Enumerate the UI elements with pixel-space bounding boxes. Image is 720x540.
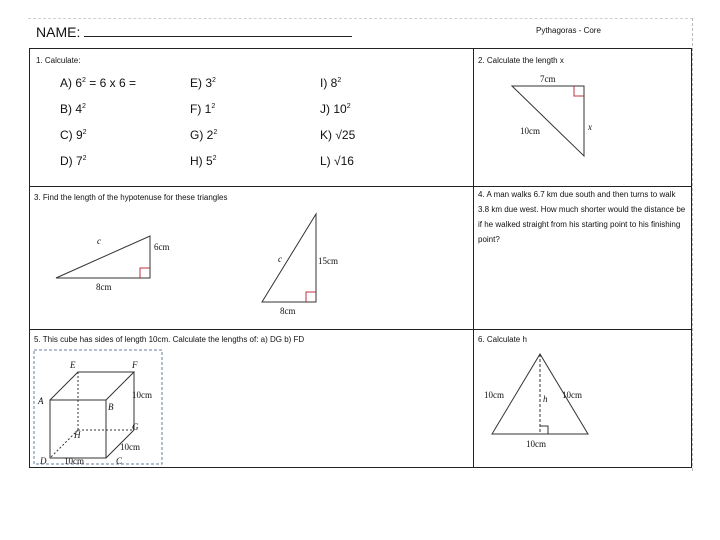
q2-side-label: x	[588, 122, 592, 132]
q3-t1-side-label: 6cm	[154, 242, 170, 252]
q3-t2-right-angle	[306, 292, 316, 302]
q5-dim-right: 10cm	[132, 390, 152, 400]
q1-item-base: I) 8	[320, 76, 338, 90]
q5-vertex-b: B	[108, 402, 114, 412]
q1-item-exponent: 2	[212, 155, 217, 162]
row-divider-2	[30, 329, 691, 330]
q6-triangle-diagram	[480, 350, 600, 450]
q2-triangle-diagram	[508, 76, 608, 156]
topic-title: Pythagoras - Core	[536, 26, 601, 35]
q2-triangle	[512, 86, 584, 156]
q1-item-base: J) 10	[320, 102, 347, 116]
q6-left-label: 10cm	[484, 390, 504, 400]
q5-cube-diagram	[34, 350, 164, 466]
q1-item-base: G) 2	[190, 128, 214, 142]
name-field	[36, 24, 352, 40]
q1-item	[320, 154, 354, 168]
q1-item	[190, 154, 217, 168]
q5-label: 5. This cube has sides of length 10cm. Calculate the lengths of: a) DG b) FD	[34, 335, 305, 344]
q1-item	[320, 102, 351, 116]
q5-vertex-e: E	[70, 360, 76, 370]
q1-item-base: E) 3	[190, 76, 213, 90]
name-underline	[84, 24, 352, 37]
q3-label: 3. Find the length of the hypotenuse for these triangles	[34, 193, 228, 202]
q2-top-label: 7cm	[540, 74, 556, 84]
q1-item	[60, 154, 87, 168]
q5-dim-side: 10cm	[120, 442, 140, 452]
q1-item-exponent: 2	[82, 103, 86, 110]
q3-t1-base-label: 8cm	[96, 282, 112, 292]
q1-item-exponent: 2	[346, 103, 351, 110]
name-label: NAME:	[36, 24, 81, 40]
q5-vertex-h: H	[74, 430, 81, 440]
q6-height-label: h	[543, 394, 548, 404]
q1-item	[190, 102, 215, 116]
q1-item-exponent: 2	[211, 103, 216, 110]
q1-item-exponent: 2	[82, 77, 86, 84]
q5-dim-bottom: 10cm	[64, 456, 84, 466]
column-divider	[473, 49, 474, 467]
q5-vertex-g: G	[132, 422, 139, 432]
q6-base-label: 10cm	[526, 439, 546, 449]
q1-item-base: C) 9	[60, 128, 83, 142]
q1-item-base: K) √25	[320, 128, 356, 142]
q1-item	[320, 76, 341, 90]
q1-item-base: A) 6	[60, 76, 83, 90]
q4-text: 4. A man walks 6.7 km due south and then turns to walk 3.8 km due west. How much shorter would the distance be if he walked straight from his starting point to his finishing point?	[478, 190, 686, 244]
q1-item-exponent: 2	[337, 77, 342, 84]
q1-item-exponent: 2	[82, 129, 87, 136]
q5-image-frame	[34, 350, 162, 464]
q5-vertex-c: C	[116, 456, 123, 466]
q1-item-base: D) 7	[60, 154, 83, 168]
q3-t2-base-label: 8cm	[280, 306, 296, 316]
q1-label: 1. Calculate:	[36, 56, 81, 65]
q1-item-exponent: 2	[212, 77, 216, 84]
q3-triangle-1-diagram	[56, 224, 186, 294]
q5-cube-top-edges	[50, 372, 134, 400]
q6-label: 6. Calculate h	[478, 335, 527, 344]
q6-right-angle	[540, 426, 548, 434]
q3-t1-hyp-label: c	[97, 236, 101, 246]
q1-item	[190, 128, 217, 142]
q1-item-exponent: 2	[82, 155, 87, 162]
q1-item-base: F) 1	[190, 102, 212, 116]
q3-triangle-2-diagram	[262, 214, 352, 314]
q1-item-base: L) √16	[320, 154, 354, 168]
q2-label: 2. Calculate the length x	[478, 56, 564, 65]
q5-vertex-d: D	[40, 456, 47, 466]
q3-t1-right-angle	[140, 268, 150, 278]
q2-hyp-label: 10cm	[520, 126, 540, 136]
q1-item	[60, 76, 136, 90]
q2-right-angle	[574, 86, 584, 96]
q6-right-label: 10cm	[562, 390, 582, 400]
q1-item	[60, 128, 87, 142]
q1-item-base: H) 5	[190, 154, 213, 168]
q1-item-rest: = 6 x 6 =	[85, 76, 136, 90]
q3-t2-side-label: 15cm	[318, 256, 338, 266]
q5-vertex-f: F	[132, 360, 138, 370]
q3-triangle-1	[56, 236, 150, 278]
q1-item	[60, 102, 86, 116]
q1-item-base: B) 4	[60, 102, 83, 116]
q1-item	[190, 76, 216, 90]
q5-vertex-a: A	[38, 396, 44, 406]
q1-item	[320, 128, 355, 142]
q3-triangle-2	[262, 214, 316, 302]
q3-t2-hyp-label: c	[278, 254, 282, 264]
q1-item-exponent: 2	[213, 129, 218, 136]
